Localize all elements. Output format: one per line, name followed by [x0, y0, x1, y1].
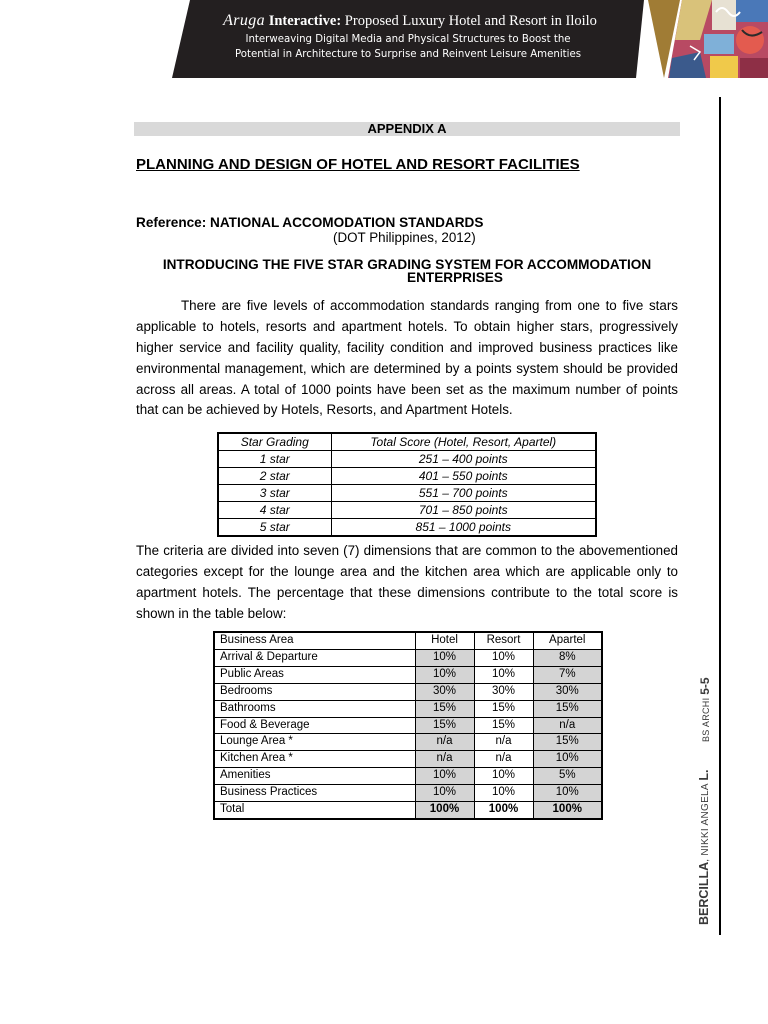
reference-label: Reference: NATIONAL ACCOMODATION STANDARDS — [136, 215, 484, 230]
paragraph-line: environmental management, which are determined by a points system should be provided — [136, 360, 678, 376]
score-range-cell: 851 – 1000 points — [331, 519, 596, 537]
table-row — [218, 468, 596, 485]
business-area-cell: Kitchen Area * — [214, 751, 415, 768]
title-bold-word: Interactive: — [268, 13, 342, 29]
table-row — [218, 451, 596, 468]
appendix-label: APPENDIX A — [134, 122, 680, 136]
apartel-total-cell: 100% — [533, 802, 602, 819]
hotel-cell: 10% — [415, 785, 474, 802]
table-header-row — [214, 632, 602, 649]
star-grade-cell: 1 star — [218, 451, 331, 468]
title-script-word: Aruga — [223, 12, 266, 29]
author-name-vertical — [696, 769, 714, 925]
intro-paragraph — [136, 296, 678, 421]
header-artwork — [668, 0, 768, 78]
reference-source: (DOT Philippines, 2012) — [333, 230, 476, 245]
score-range-cell: 701 – 850 points — [331, 502, 596, 519]
table-row — [218, 502, 596, 519]
table-total-row — [214, 802, 602, 819]
table-row — [218, 485, 596, 502]
hotel-cell: n/a — [415, 734, 474, 751]
apartel-cell: 8% — [533, 649, 602, 666]
section-title: PLANNING AND DESIGN OF HOTEL AND RESORT FACILITIES — [136, 156, 580, 173]
header-resort: Resort — [474, 632, 533, 649]
star-grade-cell: 2 star — [218, 468, 331, 485]
apartel-cell: 7% — [533, 666, 602, 683]
business-area-cell: Bedrooms — [214, 683, 415, 700]
star-grade-cell: 4 star — [218, 502, 331, 519]
apartel-cell: 10% — [533, 785, 602, 802]
criteria-paragraph — [136, 541, 678, 625]
apartel-cell: 10% — [533, 751, 602, 768]
resort-cell: n/a — [474, 751, 533, 768]
table-row — [214, 700, 602, 717]
table-row — [214, 717, 602, 734]
author-given-names: , NIKKI ANGELA — [700, 780, 711, 862]
title-rest: Proposed Luxury Hotel and Resort in Iloilo — [344, 13, 597, 29]
resort-cell: n/a — [474, 734, 533, 751]
table-header-row — [218, 433, 596, 451]
score-range-cell: 401 – 550 points — [331, 468, 596, 485]
resort-cell: 10% — [474, 666, 533, 683]
score-range-cell: 551 – 700 points — [331, 485, 596, 502]
header-business-area: Business Area — [214, 632, 415, 649]
apartel-cell: 15% — [533, 700, 602, 717]
section-label: 5-5 — [698, 677, 712, 695]
hotel-cell: 15% — [415, 717, 474, 734]
table-row — [214, 734, 602, 751]
table-row — [214, 785, 602, 802]
total-label-cell: Total — [214, 802, 415, 819]
hotel-cell: 10% — [415, 649, 474, 666]
table-row — [218, 519, 596, 537]
business-area-cell: Business Practices — [214, 785, 415, 802]
score-range-cell: 251 – 400 points — [331, 451, 596, 468]
header-apartel: Apartel — [533, 632, 602, 649]
business-area-cell: Lounge Area * — [214, 734, 415, 751]
paragraph-line: There are five levels of accommodation standards ranging from one to five stars — [181, 298, 678, 313]
business-area-cell: Public Areas — [214, 666, 415, 683]
resort-cell: 10% — [474, 785, 533, 802]
business-area-cell: Bathrooms — [214, 700, 415, 717]
table-row — [214, 666, 602, 683]
paragraph-line: across all areas. A total of 1000 points have been set as the maximum number of points — [136, 381, 678, 397]
resort-cell: 15% — [474, 717, 533, 734]
margin-vertical-rule — [719, 97, 721, 935]
author-surname: BERCILLA — [697, 861, 711, 925]
table-row — [214, 751, 602, 768]
subheading-line-1: INTRODUCING THE FIVE STAR GRADING SYSTEM FOR ACCOMMODATION — [162, 257, 652, 272]
star-grading-table — [217, 432, 597, 537]
paragraph-line: apartment hotels. The percentage that these dimensions contribute to the total score is — [136, 584, 678, 600]
business-area-table — [213, 631, 603, 820]
apartel-cell: 5% — [533, 768, 602, 785]
hotel-cell: 10% — [415, 768, 474, 785]
header-star-grading: Star Grading — [218, 433, 331, 451]
paragraph-line: shown in the table below: — [136, 605, 287, 621]
hotel-cell: 30% — [415, 683, 474, 700]
table-row — [214, 683, 602, 700]
business-area-cell: Amenities — [214, 768, 415, 785]
resort-cell: 10% — [474, 768, 533, 785]
resort-cell: 10% — [474, 649, 533, 666]
business-area-cell: Arrival & Departure — [214, 649, 415, 666]
paragraph-line: The criteria are divided into seven (7) dimensions that are common to the abovementioned — [136, 543, 678, 558]
resort-cell: 30% — [474, 683, 533, 700]
star-grade-cell: 3 star — [218, 485, 331, 502]
hotel-cell: 10% — [415, 666, 474, 683]
course-section-vertical — [698, 677, 713, 742]
business-area-cell: Food & Beverage — [214, 717, 415, 734]
resort-cell: 15% — [474, 700, 533, 717]
hotel-cell: n/a — [415, 751, 474, 768]
document-title — [180, 12, 640, 30]
document-subtitle-line-2: Potential in Architecture to Surprise and Reinvent Leisure Amenities — [234, 49, 582, 60]
author-initial: L. — [697, 769, 711, 781]
hotel-cell: 15% — [415, 700, 474, 717]
apartel-cell: n/a — [533, 717, 602, 734]
header-total-score: Total Score (Hotel, Resort, Apartel) — [331, 433, 596, 451]
document-subtitle-line-1: Interweaving Digital Media and Physical Structures to Boost the — [245, 34, 571, 45]
subheading-line-2: ENTERPRISES — [407, 270, 503, 285]
resort-total-cell: 100% — [474, 802, 533, 819]
paragraph-line: applicable to hotels, resorts and apartment hotels. To obtain higher stars, progressively — [136, 318, 678, 334]
header-hotel: Hotel — [415, 632, 474, 649]
hotel-total-cell: 100% — [415, 802, 474, 819]
table-row — [214, 768, 602, 785]
paragraph-line: higher service and facility quality, facility condition and improved business practices like — [136, 339, 678, 355]
star-grade-cell: 5 star — [218, 519, 331, 537]
table-row — [214, 649, 602, 666]
course-label: BS ARCHI — [701, 694, 711, 742]
apartel-cell: 30% — [533, 683, 602, 700]
apartel-cell: 15% — [533, 734, 602, 751]
paragraph-line: that can be achieved by Hotels, Resorts, and Apartment Hotels. — [136, 402, 513, 418]
paragraph-line: categories except for the lounge area and the kitchen area which are applicable only to — [136, 563, 678, 579]
